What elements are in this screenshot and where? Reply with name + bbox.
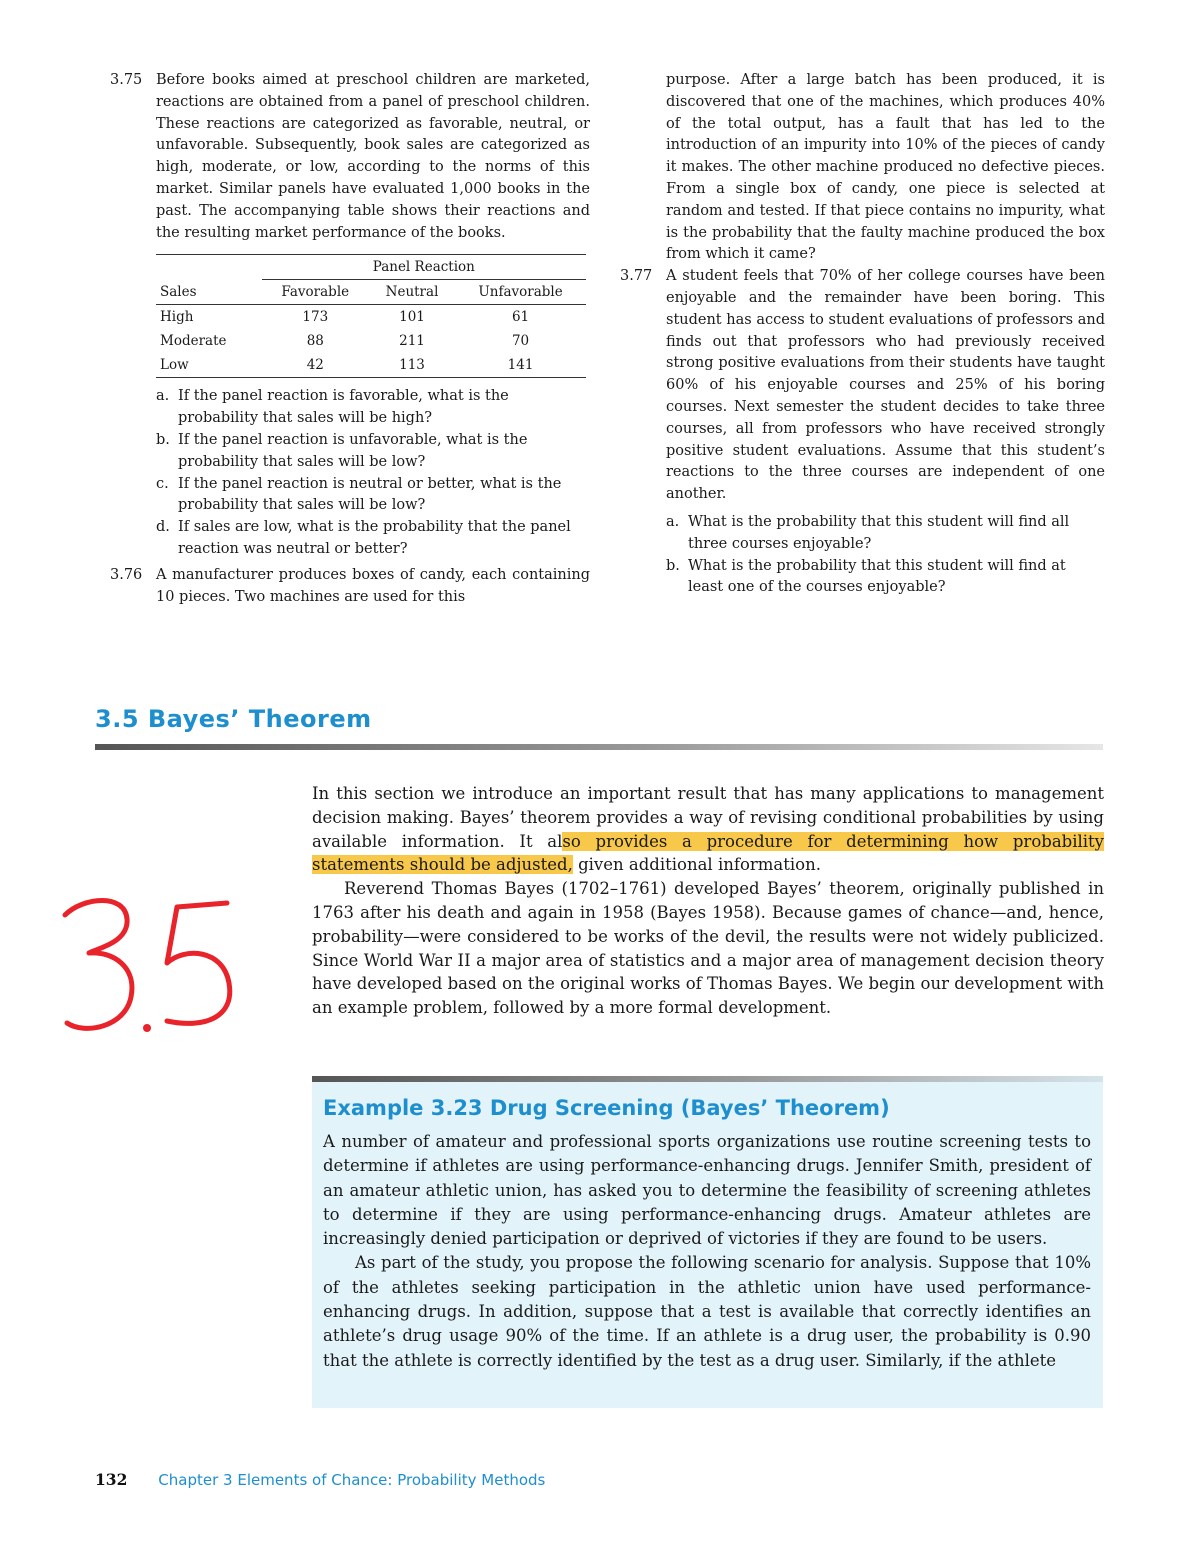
table-row bbox=[156, 305, 586, 330]
exercise-number: 3.76 bbox=[110, 566, 143, 583]
highlighted-text: so provides a procedure for determining how probability statements should be adjusted, bbox=[312, 831, 1104, 875]
exercise-part bbox=[666, 512, 1105, 556]
part-letter: b. bbox=[666, 557, 680, 574]
table-group-header: Panel Reaction bbox=[262, 255, 586, 280]
page-number: 132 bbox=[95, 1470, 128, 1489]
table-cell: 61 bbox=[511, 309, 530, 326]
table-row-header: Sales bbox=[156, 280, 262, 305]
section-paragraph bbox=[312, 782, 1104, 877]
section-title: 3.5 Bayes’ Theorem bbox=[95, 705, 372, 733]
part-text: If sales are low, what is the probability that the panel reaction was neutral or better? bbox=[178, 519, 571, 557]
table-cell: 101 bbox=[399, 309, 425, 326]
panel-reaction-table bbox=[156, 254, 586, 378]
exercise-text: purpose. After a large batch has been produced, it is discovered that one of the machines, which produces 40% of the total output, has a fault that has led to the introduction of an impurity into 10% of the pieces of candy it makes. The other machine produced no defective pieces. From a single box of candy, one piece is selected at random and tested. If that piece contains no impurity, what is the probability that the faulty machine produced the box from which it came? bbox=[666, 72, 1105, 263]
table-cell: 42 bbox=[262, 353, 369, 378]
exercise-part bbox=[156, 430, 590, 474]
example-paragraph: As part of the study, you propose the following scenario for analysis. Suppose that 10% of the athletes seeking participation in the athletic union have used performance-enhancing drugs. In addition, suppose that a test is available that correctly identifies an athlete’s drug usage 90% of the time. If an athlete is a drug user, the probability is 0.90 that the athlete is correctly identified by the test as a drug user. Similarly, if the athlete bbox=[323, 1253, 1091, 1370]
table-cell: 141 bbox=[455, 353, 586, 378]
part-letter: c. bbox=[156, 475, 169, 492]
table-col-header: Favorable bbox=[262, 280, 369, 305]
example-title: Example 3.23 Drug Screening (Bayes’ Theorem) bbox=[323, 1096, 890, 1120]
row-label: Low bbox=[156, 353, 262, 378]
exercise-text: A manufacturer produces boxes of candy, each containing 10 pieces. Two machines are used for this bbox=[156, 566, 590, 605]
part-letter: b. bbox=[156, 431, 170, 448]
row-label: High bbox=[160, 309, 194, 326]
part-letter: a. bbox=[666, 513, 680, 530]
chapter-title: Chapter 3 Elements of Chance: Probability Methods bbox=[158, 1471, 546, 1489]
exercise-3-77 bbox=[620, 266, 1105, 506]
table-cell: 88 bbox=[306, 333, 324, 350]
table-cell: 211 bbox=[399, 333, 425, 350]
section-body bbox=[312, 782, 1104, 1020]
table-col-header: Neutral bbox=[369, 280, 455, 305]
exercise-text: A student feels that 70% of her college courses have been enjoyable and the remainder have been boring. This student has access to student evaluations of professors and finds out that professors who had previously received strong positive evaluations from their students have taught 60% of his enjoyable courses and 25% of his boring courses. Next semester the student decides to take three courses, all from professors who have received strongly positive student evaluations. Assume that this student’s reactions to the three courses are independent of one another. bbox=[666, 268, 1105, 503]
row-label: Moderate bbox=[160, 333, 227, 350]
exercise-3-76 bbox=[110, 565, 590, 609]
example-paragraph: A number of amateur and professional sports organizations use routine screening tests to determine if athletes are using performance-enhancing drugs. Jennifer Smith, president of an amateur athletic union, has asked you to determine the feasibility of screening athletes to determine if they are using performance-enhancing drugs. Amateur athletes are increasingly denied participation or deprived of victories if they are found to be users. bbox=[323, 1132, 1091, 1249]
table-cell: 70 bbox=[511, 333, 530, 350]
exercise-part bbox=[666, 556, 1105, 600]
part-text: What is the probability that this student will find all three courses enjoyable? bbox=[688, 513, 1070, 552]
table-col-header: Unfavorable bbox=[455, 280, 586, 305]
exercise-3-75 bbox=[110, 70, 590, 244]
page-footer bbox=[95, 1470, 545, 1489]
section-paragraph: Reverend Thomas Bayes (1702–1761) developed Bayes’ theorem, originally published in 1763 after his death and again in 1958 (Bayes 1958). Because games of chance—and, hence, probability—were considered to be works of the devil, the results were not widely publicized. Since World War II a major area of statistics and a major area of management decision theory have developed based on the original works of Thomas Bayes. We begin our development with an example problem, followed by a more formal development. bbox=[312, 879, 1104, 1018]
left-column bbox=[110, 70, 590, 608]
part-letter: a. bbox=[156, 388, 170, 405]
example-body bbox=[323, 1130, 1091, 1373]
right-column bbox=[620, 70, 1105, 599]
table-row bbox=[156, 353, 586, 378]
part-text: If the panel reaction is unfavorable, what is the probability that sales will be low? bbox=[178, 431, 528, 470]
exercise-number: 3.75 bbox=[110, 72, 143, 88]
exercise-3-76-continued bbox=[620, 70, 1105, 266]
exercise-text: Before books aimed at preschool children are marketed, reactions are obtained from a panel of preschool children. These reactions are categorized as favorable, neutral, or unfavorable. Subsequently, book sales are categorized as high, moderate, or low, according to the norms of this market. Similar panels have evaluated 1,000 books in the past. The accompanying table shows their reactions and the resulting market performance of the books. bbox=[156, 72, 590, 241]
part-text: What is the probability that this student will find at least one of the courses enjoyable? bbox=[688, 557, 1066, 596]
exercise-number: 3.77 bbox=[620, 268, 653, 285]
exercise-part bbox=[156, 474, 590, 518]
part-text: If the panel reaction is neutral or better, what is the probability that sales will be low? bbox=[178, 475, 562, 514]
paragraph-text: given additional information. bbox=[572, 855, 821, 875]
table-row bbox=[156, 329, 586, 353]
table-cell: 173 bbox=[302, 309, 329, 326]
section-rule bbox=[95, 744, 1103, 750]
part-text: If the panel reaction is favorable, what is the probability that sales will be high? bbox=[178, 388, 509, 427]
exercise-part bbox=[156, 386, 590, 430]
part-letter: d. bbox=[156, 519, 170, 536]
paragraph-text: In this section we introduce an important result that has many applications to management decision making. Bayes’ theorem provides a way of revising conditional probabilities by using available information. It al bbox=[312, 784, 1104, 851]
table-cell: 113 bbox=[369, 353, 455, 378]
handwritten-mark bbox=[55, 885, 255, 1045]
exercise-part bbox=[156, 517, 590, 561]
example-box-rule bbox=[312, 1076, 1103, 1082]
